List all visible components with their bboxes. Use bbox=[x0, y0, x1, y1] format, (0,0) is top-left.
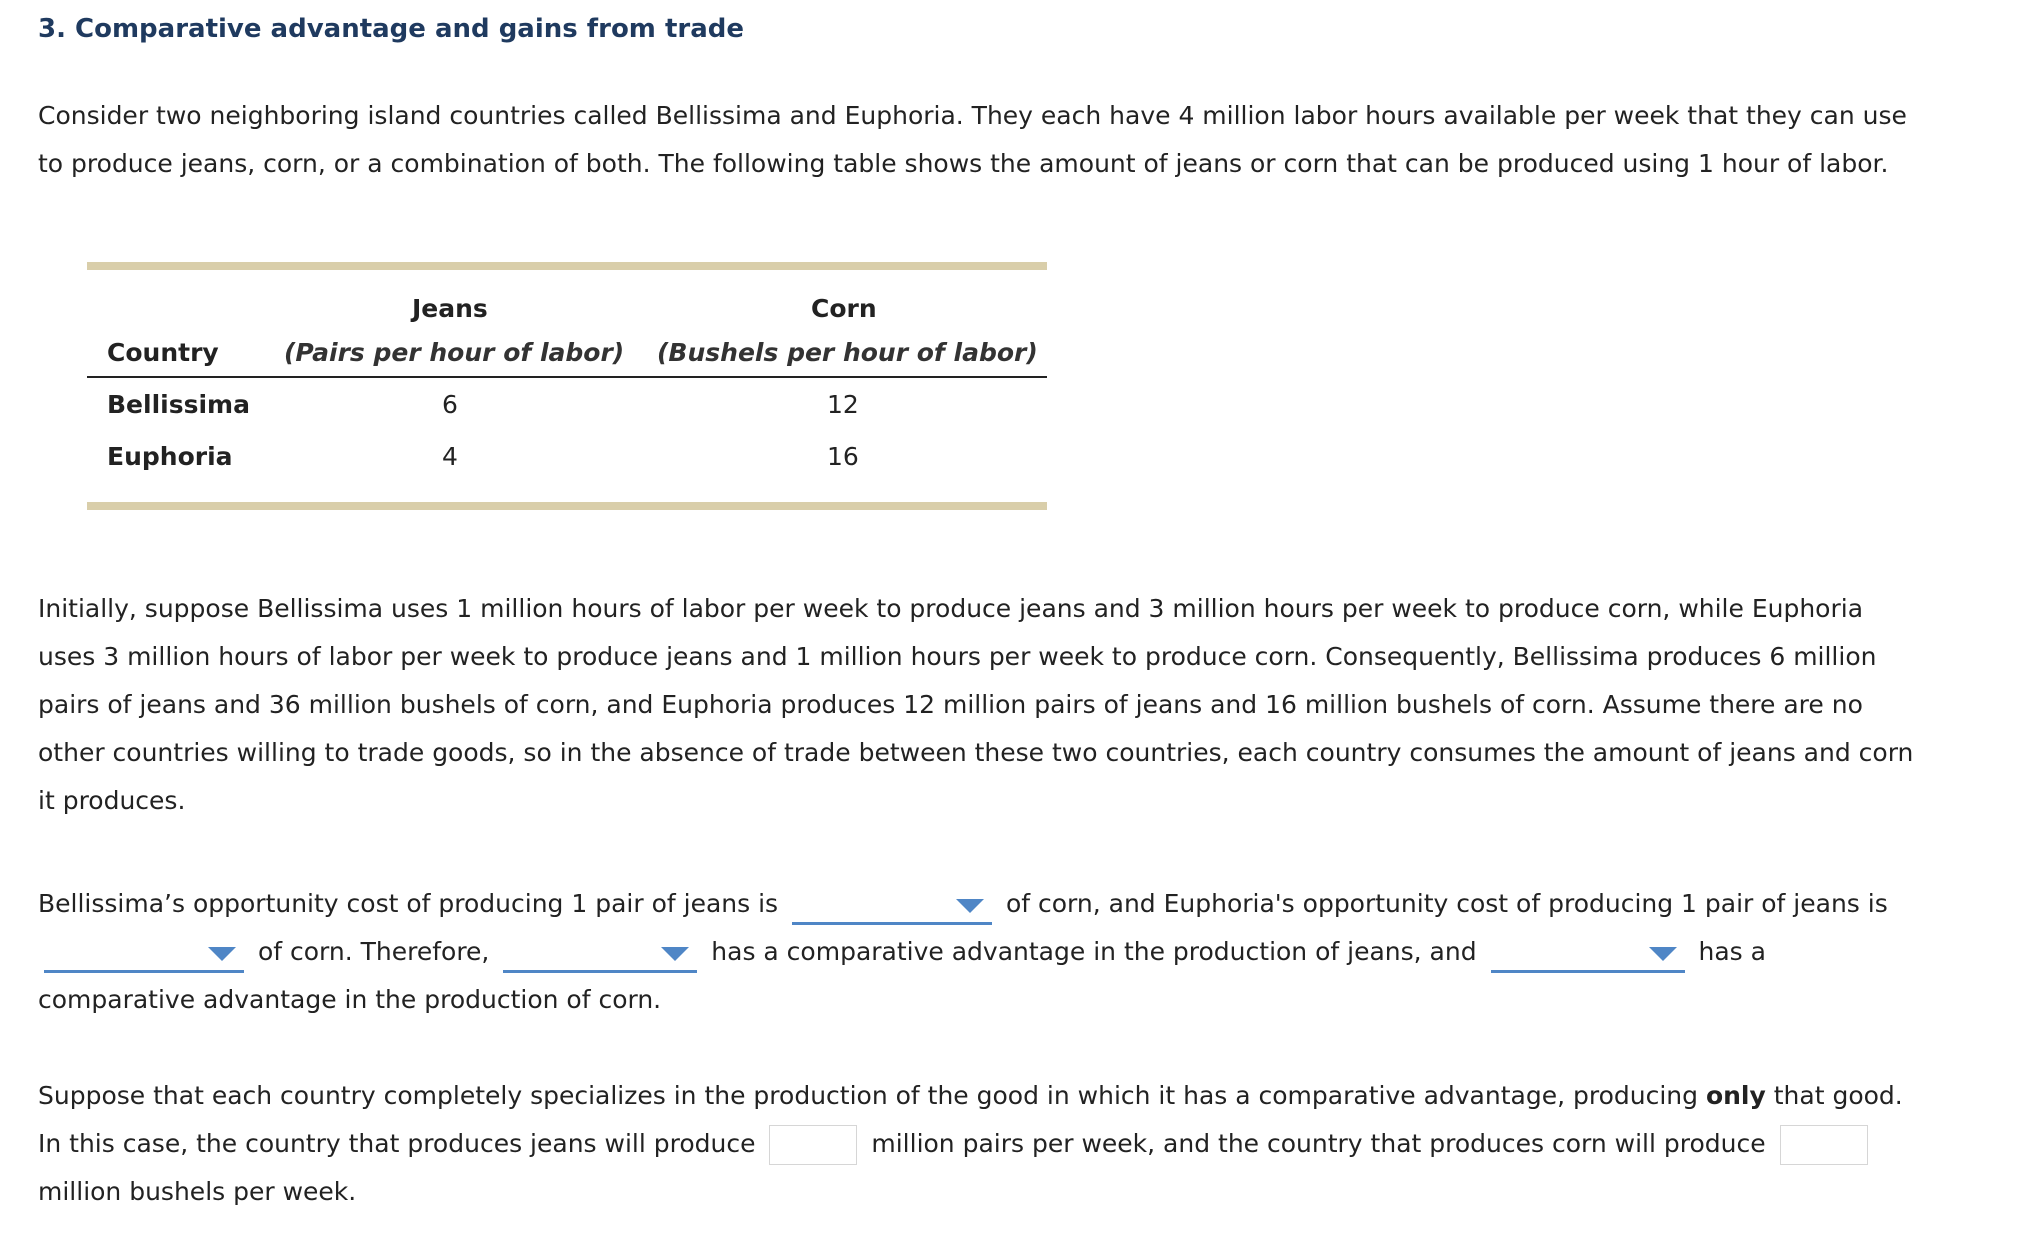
chevron-down-icon bbox=[1649, 947, 1677, 961]
chevron-down-icon bbox=[208, 947, 236, 961]
jeans-advantage-country-dropdown[interactable] bbox=[503, 934, 697, 973]
q1-text-2: of corn, and Euphoria's opportunity cost of producing 1 pair of jeans is bbox=[1005, 889, 1888, 918]
header-jeans-unit: (Pairs per hour of labor) bbox=[284, 338, 625, 367]
table-top-rule bbox=[87, 262, 1047, 270]
q1-text-4: has a comparative advantage in the production of jeans, and bbox=[711, 937, 1477, 966]
q2-text-3: million pairs per week, and the country that produces corn will produce bbox=[871, 1129, 1766, 1158]
q2-bold-only: only bbox=[1705, 1081, 1766, 1110]
row-jeans-value: 4 bbox=[442, 442, 458, 471]
header-country: Country bbox=[107, 338, 219, 367]
header-corn-unit: (Bushels per hour of labor) bbox=[657, 338, 1038, 367]
scenario-paragraph: Initially, suppose Bellissima uses 1 million hours of labor per week to produce jeans and 3 million hours per week to produce corn, while Euphoria uses 3 million hours of labor per week to produce jeans and 1 million hours per week to produce corn. Consequently, Bellissima produces 6 million pairs of jeans and 36 million bushels of corn, and Euphoria produces 12 million pairs of jeans and 16 million bushels of corn. Assume there are no other countries willing to trade goods, so in the absence of trade between these two countries, each country consumes the amount of jeans and corn it produces. bbox=[38, 594, 1914, 815]
question-title: 3. Comparative advantage and gains from trade bbox=[38, 14, 744, 44]
jeans-quantity-input[interactable] bbox=[769, 1125, 857, 1165]
q1-text-1: Bellissima’s opportunity cost of producing 1 pair of jeans is bbox=[38, 889, 779, 918]
q1-text-5: has a comparative advantage in the production of corn. bbox=[38, 937, 1766, 1014]
table-bottom-rule bbox=[87, 502, 1047, 510]
corn-quantity-input[interactable] bbox=[1780, 1125, 1868, 1165]
chevron-down-icon bbox=[956, 899, 984, 913]
row-country: Bellissima bbox=[107, 390, 250, 419]
q2-text-2: that good. In this case, the country that produces jeans will produce bbox=[38, 1081, 1903, 1158]
row-jeans-value: 6 bbox=[442, 390, 458, 419]
q2-text-4: million bushels per week. bbox=[38, 1177, 357, 1206]
table-header bbox=[87, 270, 1047, 376]
row-corn-value: 16 bbox=[827, 442, 859, 471]
q2-text-1: Suppose that each country completely specializes in the production of the good in which it has a comparative advantage, producing bbox=[38, 1081, 1698, 1110]
q1-text-3: of corn. Therefore, bbox=[257, 937, 490, 966]
question-specialization bbox=[38, 1072, 1918, 1216]
table-row bbox=[87, 430, 1047, 482]
row-corn-value: 12 bbox=[827, 390, 859, 419]
question-opportunity-cost bbox=[38, 880, 1918, 1024]
row-country: Euphoria bbox=[107, 442, 233, 471]
chevron-down-icon bbox=[661, 947, 689, 961]
table-row bbox=[87, 378, 1047, 430]
bellissima-opportunity-cost-dropdown[interactable] bbox=[792, 886, 992, 925]
header-jeans: Jeans bbox=[412, 294, 488, 323]
euphoria-opportunity-cost-dropdown[interactable] bbox=[44, 934, 244, 973]
intro-paragraph: Consider two neighboring island countries called Bellissima and Euphoria. They each have 4 million labor hours available per week that they can use to produce jeans, corn, or a combination of both. The following table shows the amount of jeans or corn that can be produced using 1 hour of labor. bbox=[38, 101, 1907, 178]
production-table bbox=[87, 262, 1047, 510]
corn-advantage-country-dropdown[interactable] bbox=[1491, 934, 1685, 973]
header-corn: Corn bbox=[811, 294, 877, 323]
